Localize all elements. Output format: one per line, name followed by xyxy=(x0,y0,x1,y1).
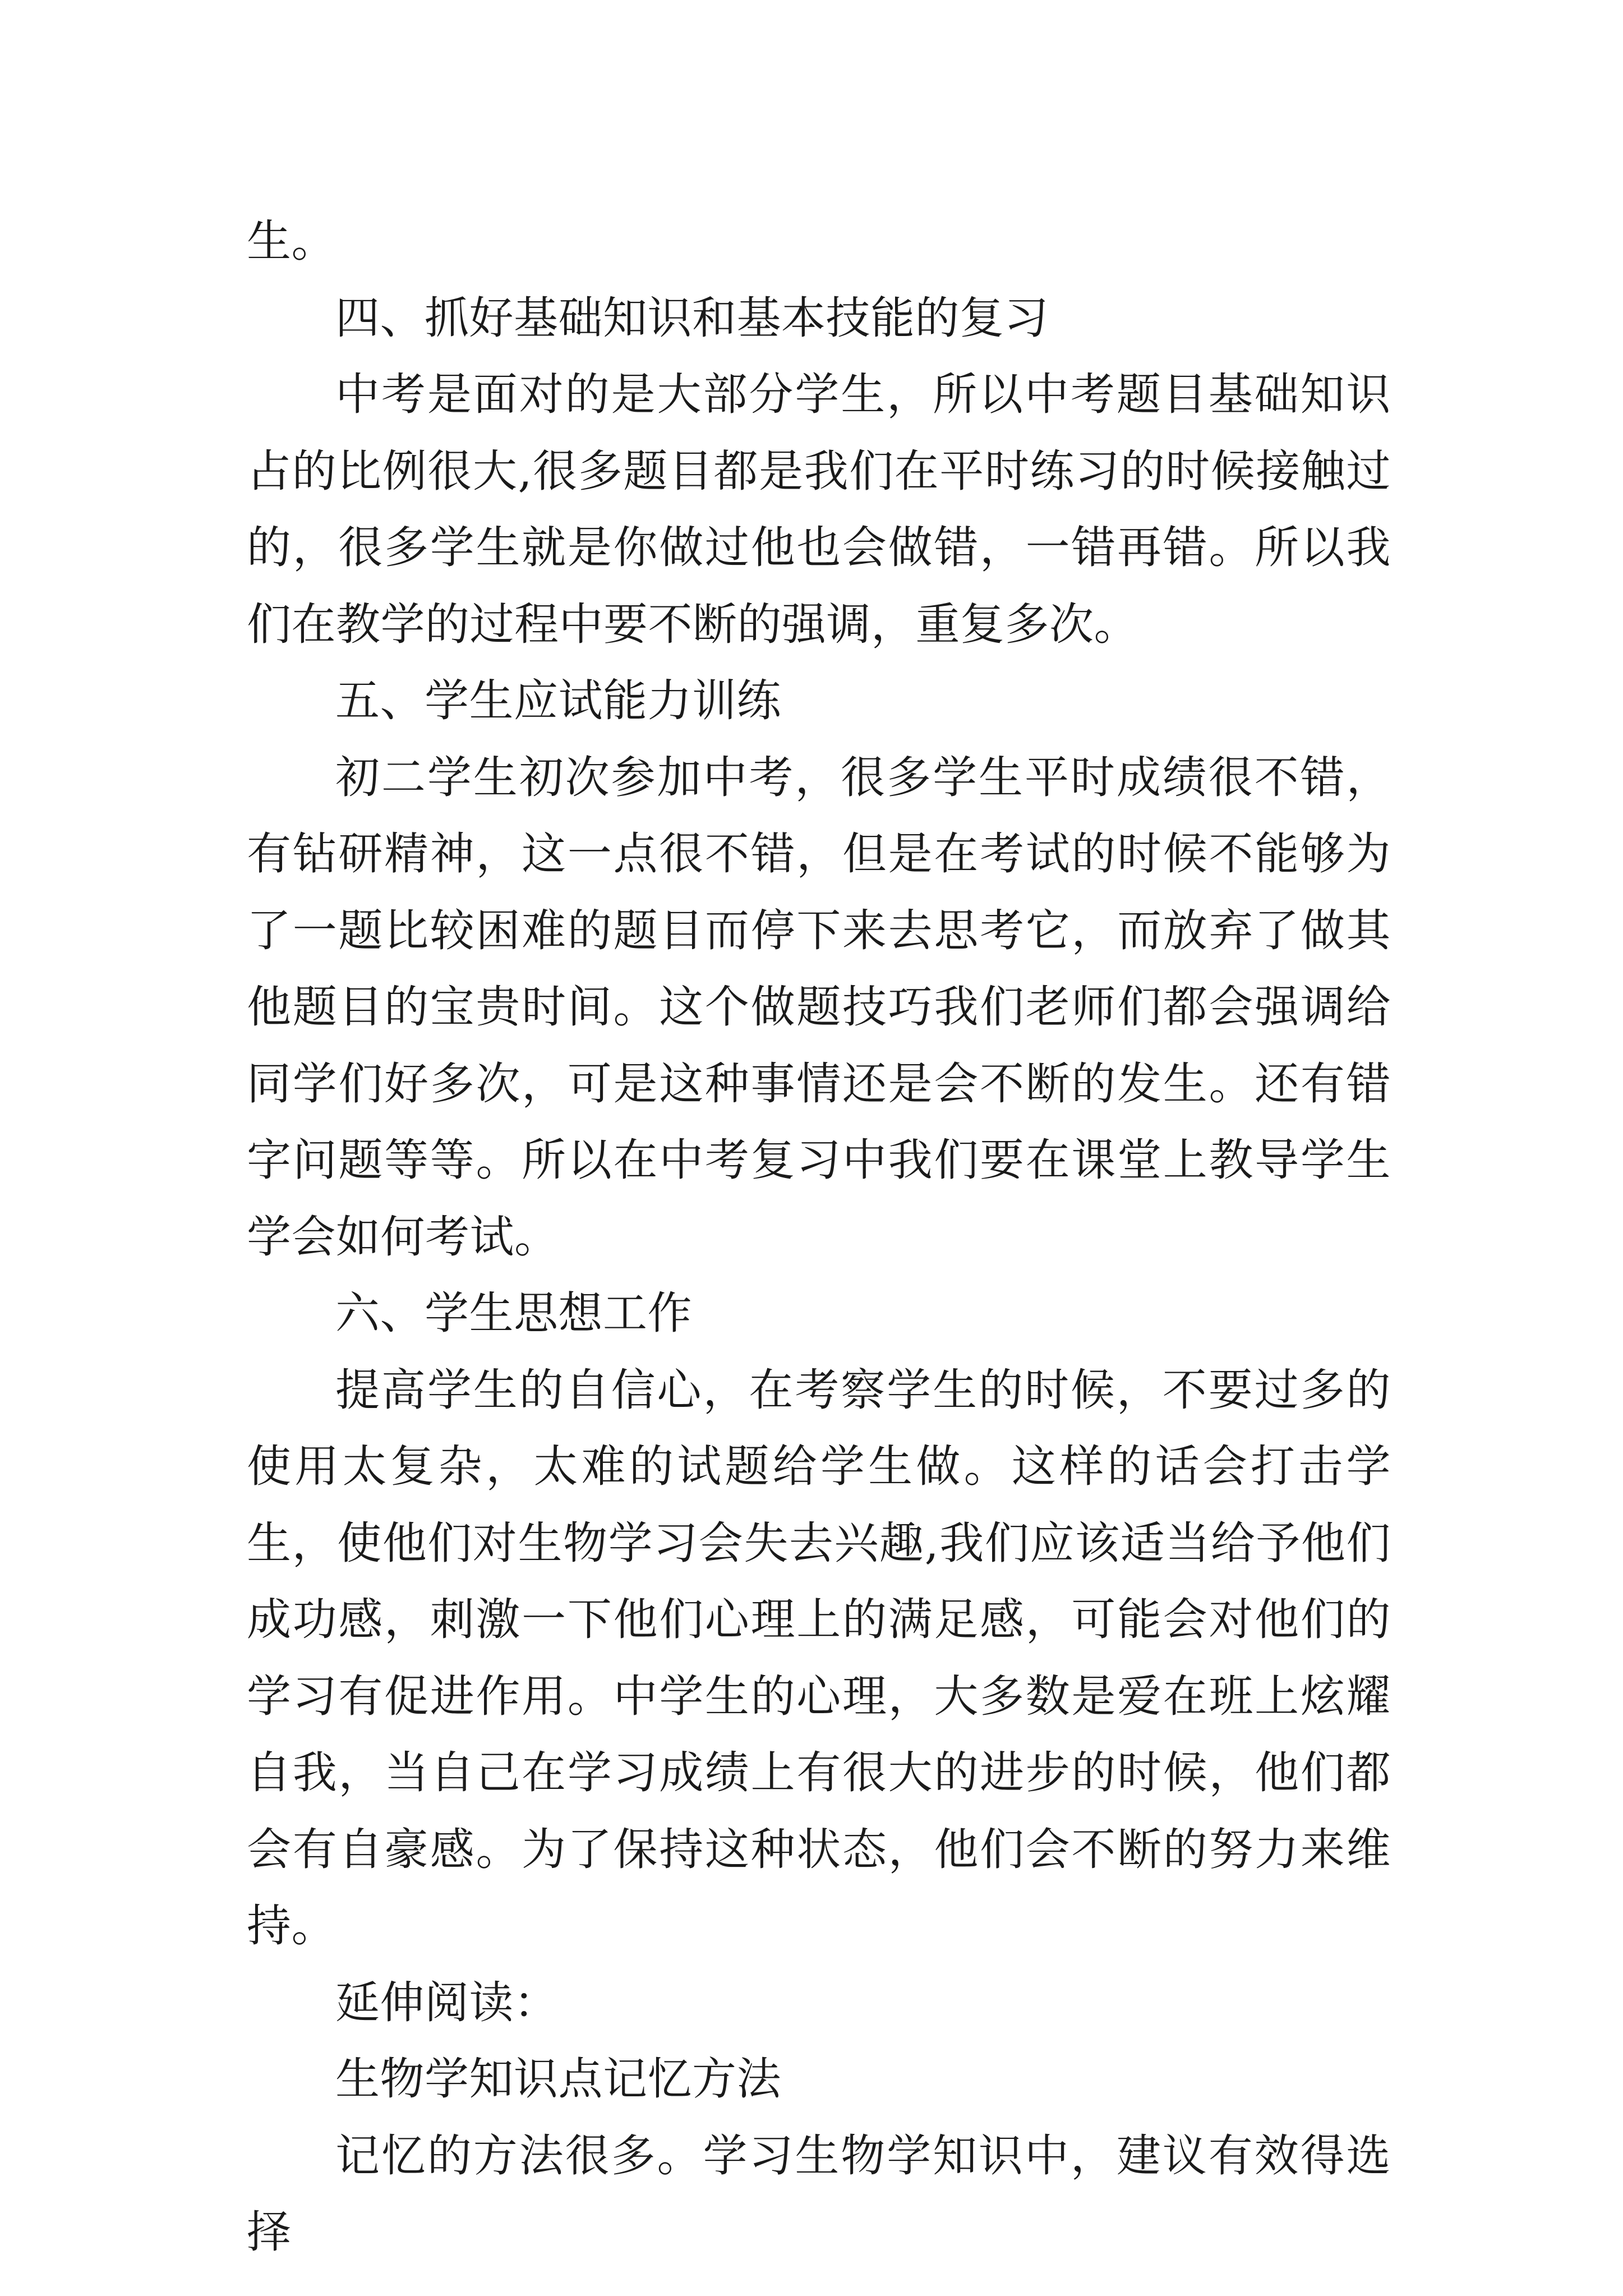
document-body xyxy=(247,203,1391,2271)
section-heading-6: 六、学生思想工作 xyxy=(335,1287,692,1339)
section-4-paragraph: 中考是面对的是大部分学生，所以中考题目基础知识占的比例很大,很多题目都是我们在平时练习的时候接触过的，很多学生就是你做过他也会做错，一错再错。所以我们在教学的过程中要不断的强调，重复多次。 xyxy=(247,369,1391,650)
section-heading-4: 四、抓好基础知识和基本技能的复习 xyxy=(335,292,1049,344)
extended-reading-title: 生物学知识点记忆方法 xyxy=(335,2053,781,2105)
section-5-paragraph: 初二学生初次参加中考，很多学生平时成绩很不错，有钻研精神，这一点很不错，但是在考试的时候不能够为了一题比较困难的题目而停下来去思考它，而放弃了做其他题目的宝贵时间。这个做题技巧我们老师们都会强调给同学们好多次，可是这种事情还是会不断的发生。还有错字问题等等。所以在中考复习中我们要在课堂上教导学生学会如何考试。 xyxy=(247,751,1391,1263)
section-heading-5: 五、学生应试能力训练 xyxy=(335,675,781,726)
continuation-text: 生。 xyxy=(247,215,336,267)
extended-reading-paragraph: 记忆的方法很多。学习生物学知识中，建议有效得选择 xyxy=(247,2129,1391,2258)
section-6-paragraph: 提高学生的自信心，在考察学生的时候，不要过多的使用太复杂，太难的试题给学生做。这样的话会打击学生，使他们对生物学习会失去兴趣,我们应该适当给予他们成功感，刺激一下他们心理上的满足感，可能会对他们的学习有促进作用。中学生的心理，大多数是爱在班上炫耀自我，当自己在学习成绩上有很大的进步的时候，他们都会有自豪感。为了保持这种状态，他们会不断的努力来维持。 xyxy=(247,1364,1391,1952)
extended-reading-label: 延伸阅读： xyxy=(335,1976,559,2028)
